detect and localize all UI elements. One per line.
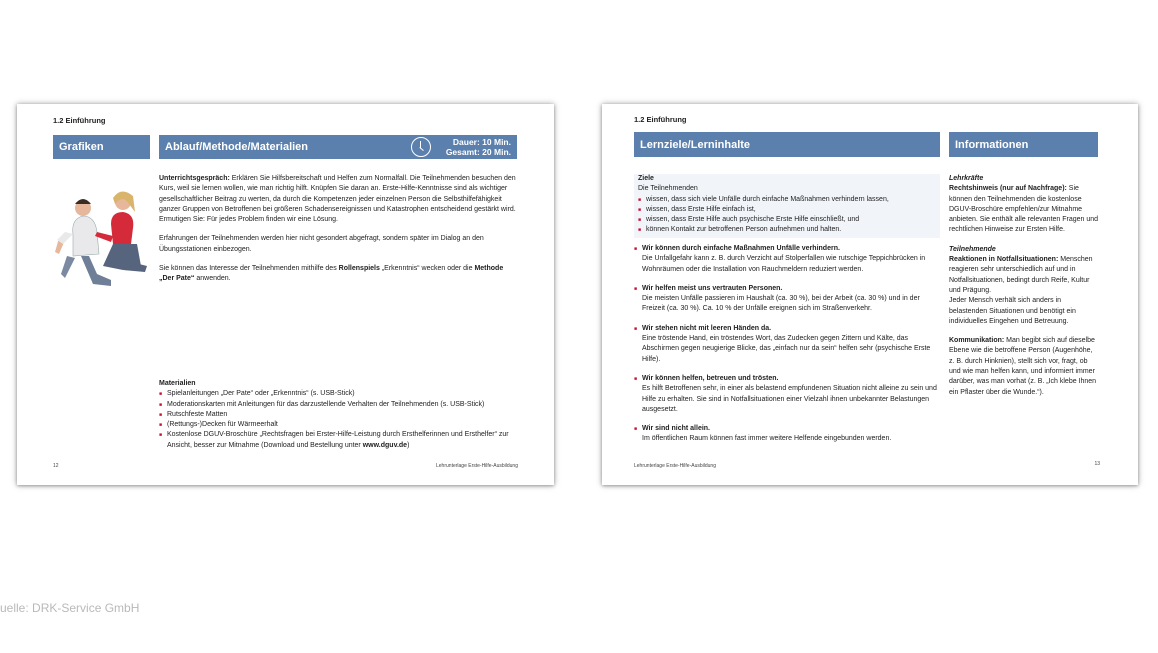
info-kom-body: Man begibt sich auf dieselbe Ebene wie die betroffene Person (Augenhöhe, z. B. durch Hinknien), stellt sich vor, fragt, ob und wie man helfen kann, und informiert immer darüber, was man vorhat (z. B. „Ich klebe Ihnen ein Pflaster über die Wunde.“).: [949, 337, 1097, 396]
content-item: [634, 324, 940, 365]
p1-lead: Unterrichtsgespräch:: [159, 175, 230, 182]
p3-c: „Erkenntnis“ wecken oder die: [379, 265, 475, 273]
info-tn-body2: Jeder Mensch verhält sich anders in belastenden Situationen und benötigt ein individuelles Eingehen und Betreuung.: [949, 297, 1076, 325]
grafiken-header: Grafiken: [53, 135, 150, 159]
materials-last-text: Kostenlose DGUV-Broschüre „Rechtsfragen bei Erster-Hilfe-Leistung durch Ersthelferinnen und Ersthelfer“ zur Ansicht, besser zur Mitnahme (Download und Bestellung unter: [167, 431, 509, 449]
left-page: [17, 104, 554, 485]
list-item: ■ wissen, dass sich viele Unfälle durch einfache Maßnahmen verhindern lassen,: [638, 195, 940, 205]
informationen-header: Informationen: [949, 132, 1098, 157]
info-lehr-lead: Rechtshinweis (nur auf Nachfrage):: [949, 185, 1067, 193]
content-item: [634, 244, 940, 275]
page-footer: Lehrunterlage Erste-Hilfe-Ausbildung: [634, 463, 716, 469]
item-body: Die meisten Unfälle passieren im Haushalt (ca. 30 %), bei der Arbeit (ca. 30 %) und in der Freizeit (ca. 30 %). Ca. 10 % der Unfälle ereignen sich im Straßenverkehr.: [642, 295, 920, 313]
clock-icon: [411, 137, 431, 157]
item-title: ■ Wir können helfen, betreuen und trösten.: [634, 374, 940, 384]
p2-text: Erfahrungen der Teilnehmenden werden hier nicht gesondert abgefragt, sondern später im Dialog an den Übungsstationen einbezogen.: [159, 235, 484, 253]
item-body: Eine tröstende Hand, ein tröstendes Wort, das Zudecken gegen Zittern und Kälte, das Abschirmen gegen neugierige Blicke, das „einfach nur da sein“ helfen sehr (psychische Erste Hilfe).: [642, 335, 931, 363]
page-number: 13: [1094, 461, 1100, 467]
list-item: ■ Moderationskarten mit Anleitungen für das darzustellende Verhalten der Teilnehmenden (s. USB-Stick): [159, 400, 519, 410]
lernziele-header: Lernziele/Lerninhalte: [634, 132, 940, 157]
content-item: [634, 284, 940, 315]
duration-block: [446, 137, 511, 157]
page-footer: Lehrunterlage Erste-Hilfe-Ausbildung: [436, 463, 518, 469]
info-tn-lead: Reaktionen in Notfallsituationen:: [949, 256, 1059, 264]
total-text: Gesamt: 20 Min.: [445, 147, 511, 157]
p3-b: Rollenspiels: [338, 265, 380, 273]
item-title: ■ Wir können durch einfache Maßnahmen Unfälle verhindern.: [634, 244, 940, 254]
materials-list: [159, 389, 519, 451]
info-tn-body: Menschen reagieren sehr unterschiedlich auf und in Notfallsituationen, bedingt durch Reife, Kultur und Prägung.: [949, 256, 1093, 294]
list-item: ■ (Rettungs-)Decken für Wärmeerhalt: [159, 420, 519, 430]
list-item: ■ wissen, dass Erste Hilfe auch psychische Erste Hilfe einschließt, und: [638, 215, 940, 225]
item-body: Es hilft Betroffenen sehr, in einer als belastend empfundenen Situation nicht alleine zu sein und Hilfe zu erhalten. Sie sind in Notfallsituationen einer Vielzahl ihnen unbekannter Belastungen ausgesetzt.: [642, 385, 937, 413]
p1b-text: Ermutigen Sie: Für jedes Problem finden wir eine Lösung.: [159, 216, 338, 224]
p3-e: anwenden.: [194, 275, 231, 283]
item-body: Im öffentlichen Raum können fast immer weitere Helfende eingebunden werden.: [642, 435, 892, 443]
list-item: [159, 430, 519, 451]
ziele-list: [638, 195, 940, 236]
ziele-intro: Die Teilnehmenden: [638, 185, 698, 193]
duration-text: Dauer: 10 Min.: [452, 137, 511, 147]
p1-text: Erklären Sie Hilfsbereitschaft und Helfen zum Normalfall. Die Teilnehmenden besuchen den Kurs, weil sie lernen wollen, wie man richtig hilft. Knüpfen Sie daran an. Erste-Hilfe-Kenntnisse sind als wichtiger gesellschaftlicher Beitrag zu werten, da durch die Kompetenzen jeder einzelnen Person die Selbsthilfefähigkeit ganzer Gruppen von Betroffenen bei größeren Schadensereignissen und Katastrophen entscheidend gestärkt wird.: [159, 175, 516, 213]
info-block: [949, 174, 1099, 398]
info-tn-head: Teilnehmende: [949, 245, 996, 253]
content-items: [634, 244, 940, 454]
item-title: ■ Wir stehen nicht mit leeren Händen da.: [634, 324, 940, 334]
p3-d: Methode „Der Pate“: [159, 265, 504, 283]
first-aid-illustration-icon: [53, 174, 153, 294]
item-body: Die Unfallgefahr kann z. B. durch Verzicht auf Stolperfallen wie rutschige Teppichbrücken in Wohnräumen oder die Installation von Rauchmeldern reduziert werden.: [642, 255, 926, 273]
section-label: 1.2 Einführung: [53, 116, 106, 125]
right-page: [602, 104, 1138, 485]
page-number: 12: [53, 463, 59, 469]
ziele-block: [634, 174, 940, 238]
ablauf-header: [159, 135, 517, 159]
list-item: ■ wissen, dass Erste Hilfe einfach ist,: [638, 205, 940, 215]
info-lehr-head: Lehrkräfte: [949, 175, 984, 182]
materials-end: ): [407, 441, 410, 449]
list-item: ■ können Kontakt zur betroffenen Person aufnehmen und halten.: [638, 225, 940, 235]
intro-text: [159, 174, 517, 285]
image-source-caption: uelle: DRK-Service GmbH: [0, 601, 140, 615]
info-kom-lead: Kommunikation:: [949, 337, 1005, 345]
content-item: [634, 374, 940, 415]
materials-block: [159, 379, 519, 451]
p3-a: Sie können das Interesse der Teilnehmenden mithilfe des: [159, 265, 339, 273]
item-title: ■ Wir sind nicht allein.: [634, 424, 940, 434]
list-item: ■ Rutschfeste Matten: [159, 410, 519, 420]
ziele-title: Ziele: [638, 175, 654, 182]
materials-title: Materialien: [159, 380, 196, 387]
item-title: ■ Wir helfen meist uns vertrauten Personen.: [634, 284, 940, 294]
list-item: ■ Spielanleitungen „Der Pate“ oder „Erkenntnis“ (s. USB-Stick): [159, 389, 519, 399]
content-item: [634, 424, 940, 445]
dguv-link[interactable]: www.dguv.de: [362, 441, 408, 449]
section-label: 1.2 Einführung: [634, 115, 687, 124]
ablauf-title: Ablauf/Methode/Materialien: [165, 141, 309, 153]
info-lehr-body: Sie können den Teilnehmenden die kostenlose DGUV-Broschüre empfehlen/zur Mitnahme anbieten. Sie enthält alle relevanten Fragen und rechtlichen Hinweise zur Ersten Hilfe.: [949, 185, 1099, 234]
